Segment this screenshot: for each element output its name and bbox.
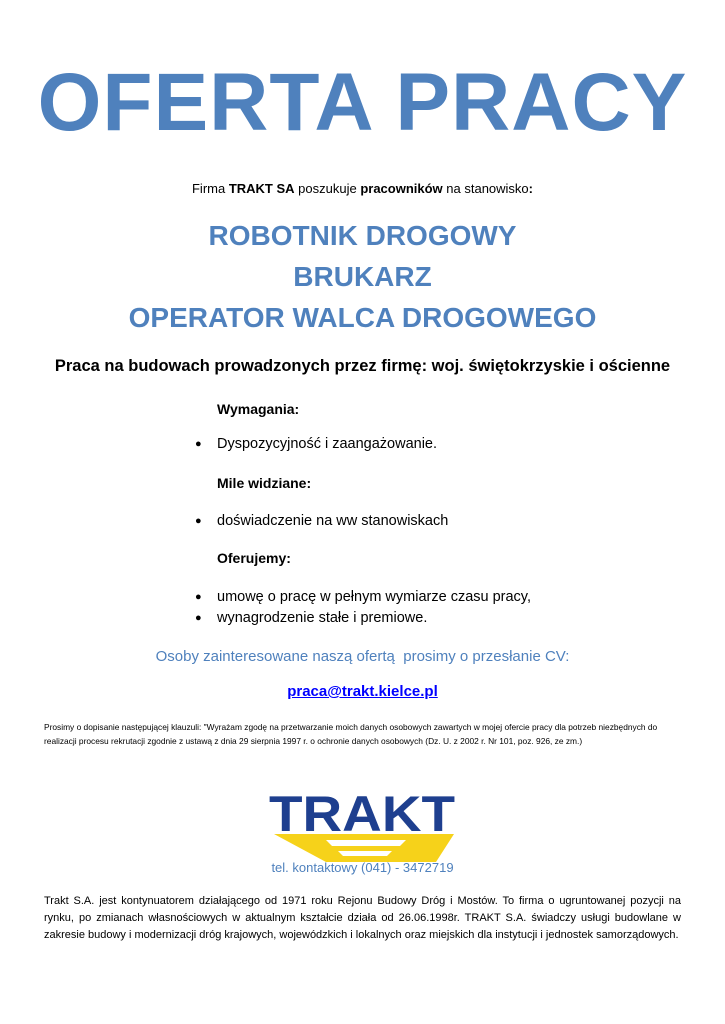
phone-contact: tel. kontaktowy (041) - 3472719 bbox=[271, 860, 454, 875]
intro-text: na stanowisko bbox=[442, 181, 529, 196]
intro-text: Firma bbox=[191, 181, 229, 196]
intro-text: poszukuje bbox=[294, 181, 361, 196]
consent-clause: Prosimy o dopisanie następującej klauzuli: "Wyrażam zgodę na przetwarzanie moich danych osobowych zawartych w mojej ofercie pracy dla potrzeb niezbędnych do realizacji procesu rekrutacji zgodnie z ustawą z dnia 29 sierpnia 1997 r. o ochronie danych osobowych (Dz. U. z 2002 r. Nr 101, poz. 926, ze zm.) bbox=[44, 722, 658, 746]
company-description: Trakt S.A. jest kontynuatorem działającego od 1971 roku Rejonu Budowy Dróg i Mostów. To firma o ugruntowanej pozycji na rynku, po zmianach własnościowych w aktualnym kształcie działa od 26.06.1998r. TRAKT S.A. świadczy usługi budowlane w zakresie budowy i modernizacji dróg krajowych, wojewódzkich i lokalnych oraz miejskich dla instytucji i jednostek samorządowych. bbox=[44, 895, 681, 941]
intro-line bbox=[0, 181, 725, 196]
positions-list bbox=[0, 218, 725, 341]
bullet-icon: ● bbox=[195, 612, 202, 625]
offer-heading: Oferujemy: bbox=[217, 550, 291, 566]
workers-word: pracowników bbox=[360, 181, 443, 196]
list-item-text: wynagrodzenie stałe i premiowe. bbox=[217, 610, 428, 626]
trakt-logo bbox=[266, 790, 458, 862]
logo-text: TRAKT bbox=[269, 790, 455, 842]
list-item-text: Dyspozycyjność i zaangażowanie. bbox=[217, 436, 438, 452]
page-title: OFERTA PRACY bbox=[37, 57, 688, 148]
position-title: ROBOTNIK DROGOWY bbox=[208, 220, 517, 251]
list-item-text: doświadczenie na ww stanowiskach bbox=[217, 513, 449, 529]
position-title: BRUKARZ bbox=[293, 261, 432, 292]
cv-request: Osoby zainteresowane naszą ofertą prosimy o przesłanie CV: bbox=[155, 648, 570, 665]
requirements-heading: Wymagania: bbox=[217, 401, 300, 417]
list-item bbox=[195, 513, 448, 529]
intro-colon: : bbox=[528, 181, 534, 196]
work-location: Praca na budowach prowadzonych przez firmę: woj. świętokrzyskie i ościenne bbox=[54, 357, 671, 375]
nice-to-have-heading: Mile widziane: bbox=[217, 475, 312, 491]
company-name: TRAKT SA bbox=[228, 181, 295, 196]
list-item bbox=[195, 436, 437, 452]
email-link[interactable]: praca@trakt.kielce.pl bbox=[287, 683, 438, 700]
bullet-icon: ● bbox=[195, 591, 202, 604]
position-title: OPERATOR WALCA DROGOWEGO bbox=[128, 302, 597, 333]
bullet-icon: ● bbox=[195, 438, 202, 451]
list-item-text: umowę o pracę w pełnym wymiarze czasu pracy, bbox=[217, 589, 532, 605]
list-item bbox=[195, 589, 531, 605]
bullet-icon: ● bbox=[195, 515, 202, 528]
list-item bbox=[195, 610, 427, 626]
